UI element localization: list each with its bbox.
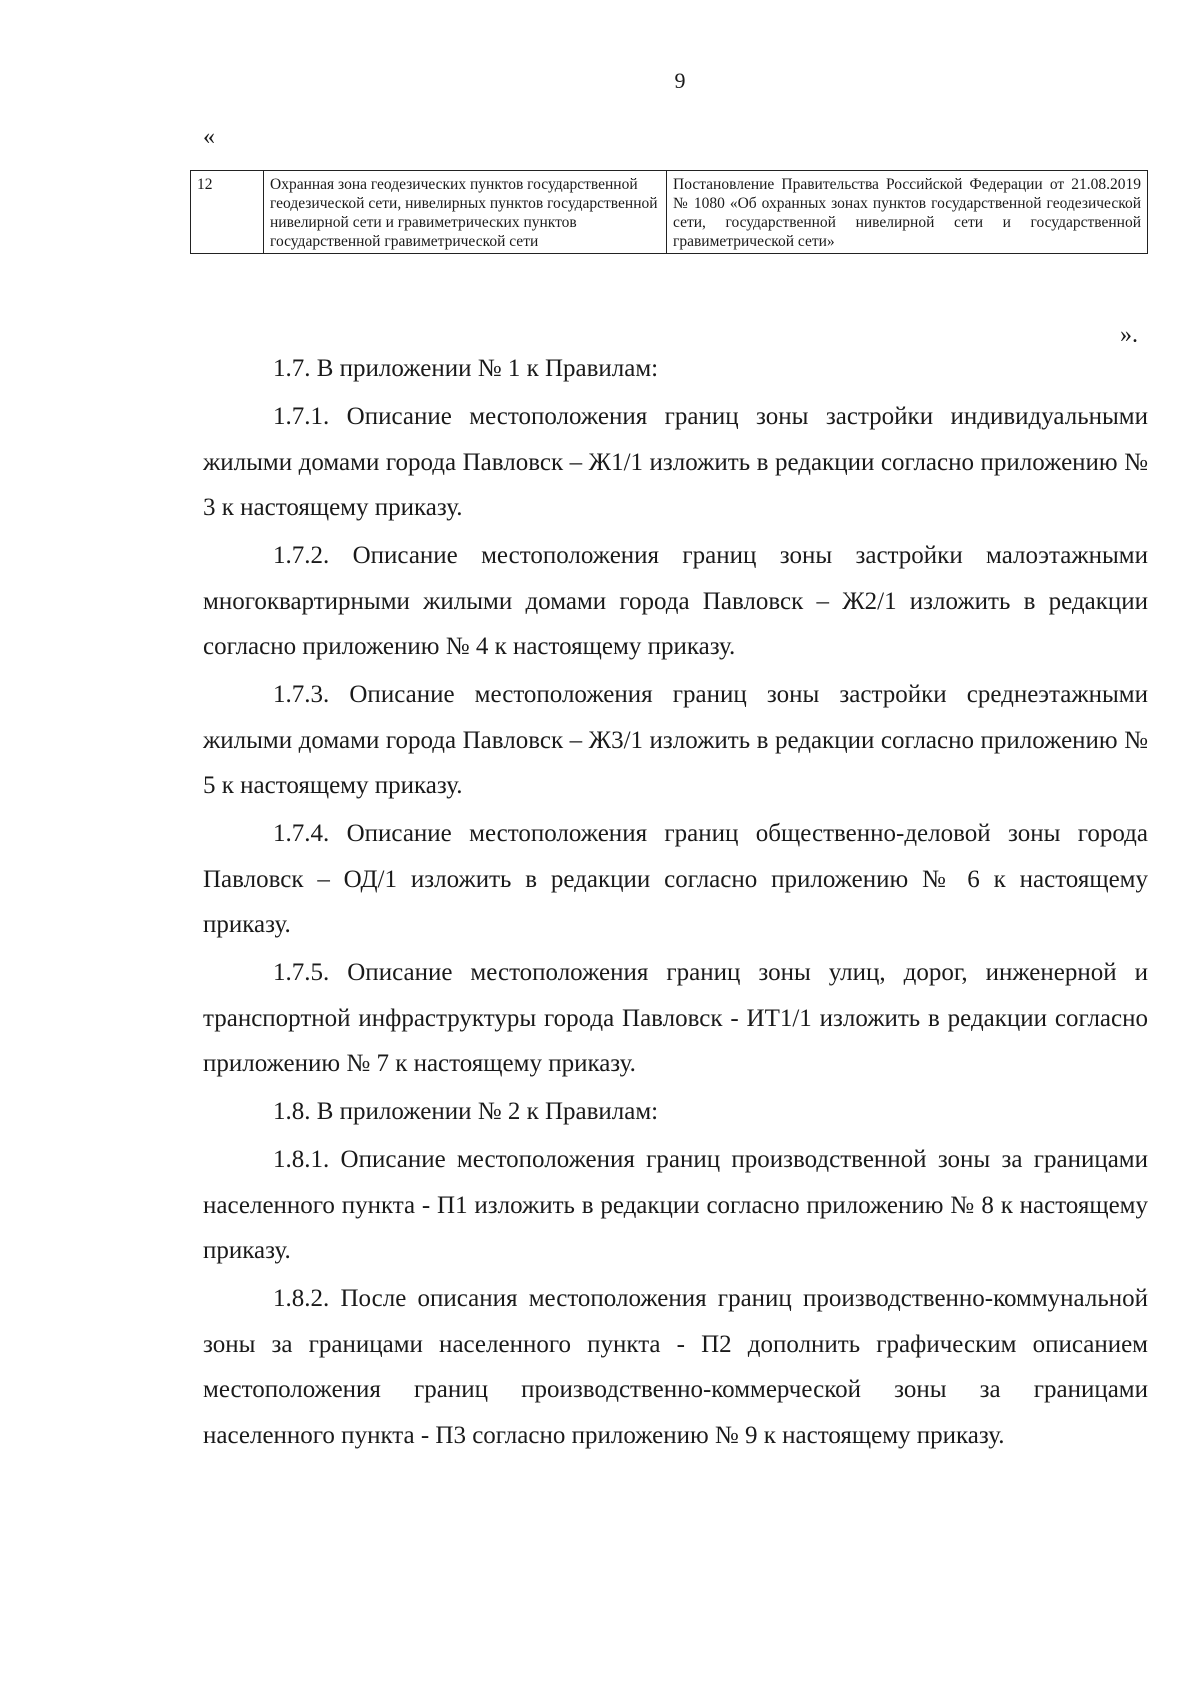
closing-quote-mark: ». <box>1120 322 1138 348</box>
paragraph-1-7-4: 1.7.4. Описание местоположения границ общественно-деловой зоны города Павловск – ОД/1 изложить в редакции согласно приложению № 6 к настоящему приказу. <box>203 820 1148 938</box>
row-number-cell: 12 <box>191 171 264 254</box>
zone-table <box>190 170 1148 254</box>
paragraph-1-7: 1.7. В приложении № 1 к Правилам: <box>273 355 659 382</box>
paragraph-1-7-1: 1.7.1. Описание местоположения границ зоны застройки индивидуальными жилыми домами города Павловск – Ж1/1 изложить в редакции согласно приложению № 3 к настоящему приказу. <box>203 403 1148 521</box>
paragraph-1-8: 1.8. В приложении № 2 к Правилам: <box>273 1098 659 1125</box>
paragraph-1-8-1: 1.8.1. Описание местоположения границ производственной зоны за границами населенного пункта - П1 изложить в редакции согласно приложению № 8 к настоящему приказу. <box>203 1146 1148 1264</box>
paragraph-1-8-2: 1.8.2. После описания местоположения границ производственно-коммунальной зоны за границами населенного пункта - П2 дополнить графическим описанием местоположения границ производственно-коммерческой зоны за границами населенного пункта - П3 согласно приложению № 9 к настоящему приказу. <box>203 1285 1148 1449</box>
paragraph-1-7-2: 1.7.2. Описание местоположения границ зоны застройки малоэтажными многоквартирными жилыми домами города Павловск – Ж2/1 изложить в редакции согласно приложению № 4 к настоящему приказу. <box>203 542 1148 660</box>
regulation-cell: Постановление Правительства Российской Федерации от 21.08.2019 № 1080 «Об охранных зонах пунктов государственной геодезической сети, государственной нивелирной сети и государственной гравиметрической сети» <box>667 171 1148 254</box>
body-text <box>203 346 1148 1461</box>
opening-quote-mark: « <box>203 124 215 150</box>
page-number: 9 <box>674 68 686 93</box>
paragraph-1-7-5: 1.7.5. Описание местоположения границ зоны улиц, дорог, инженерной и транспортной инфраструктуры города Павловск - ИТ1/1 изложить в редакции согласно приложению № 7 к настоящему приказу. <box>203 959 1148 1077</box>
paragraph-1-7-3: 1.7.3. Описание местоположения границ зоны застройки среднеэтажными жилыми домами города Павловск – Ж3/1 изложить в редакции согласно приложению № 5 к настоящему приказу. <box>203 681 1148 799</box>
zone-name-cell: Охранная зона геодезических пунктов государственной геодезической сети, нивелирных пунктов государственной нивелирной сети и гравиметрических пунктов государственной гравиметрической сети <box>264 171 667 254</box>
table-row <box>191 171 1148 254</box>
